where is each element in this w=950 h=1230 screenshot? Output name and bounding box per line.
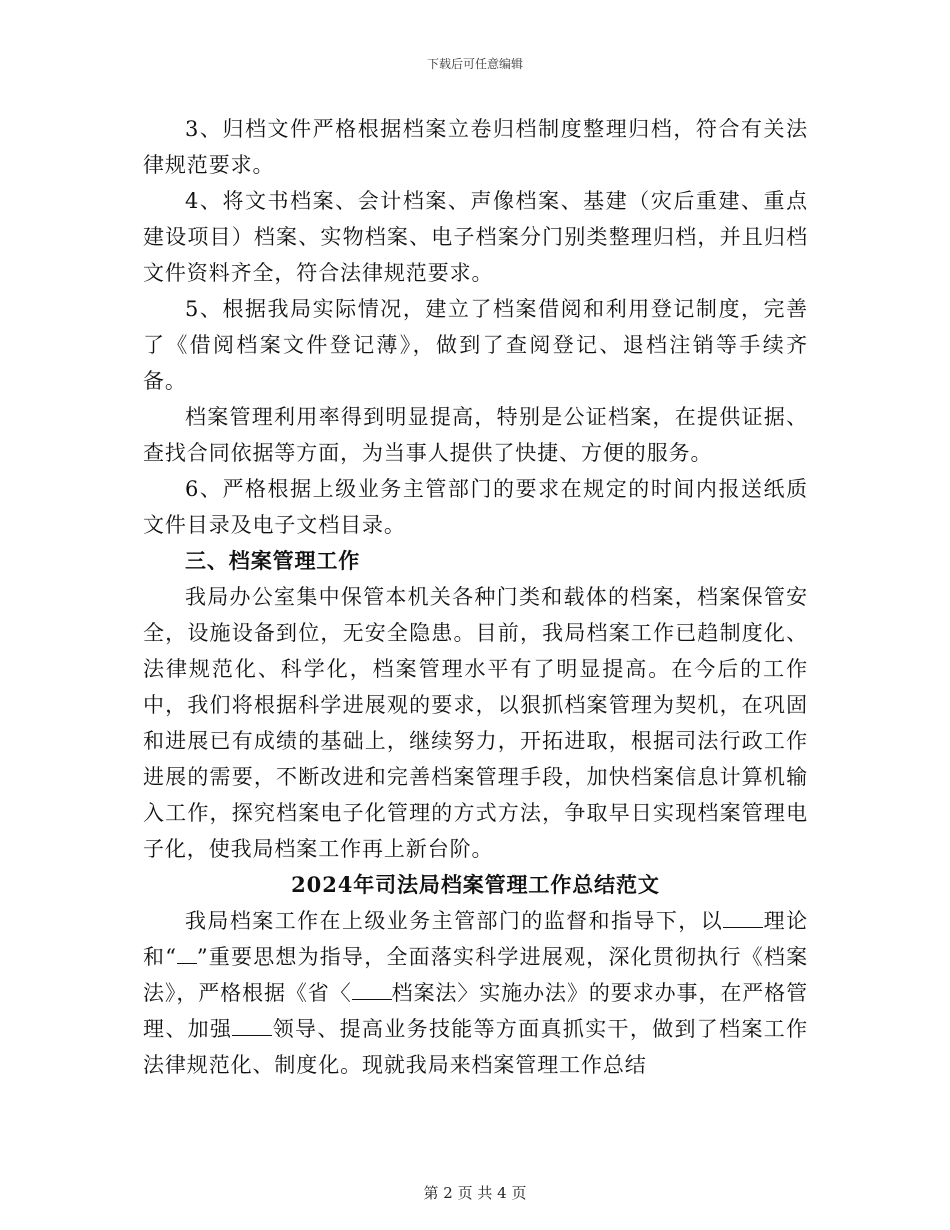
paragraph-usage: 档案管理利用率得到明显提高，特别是公证档案，在提供证据、查找合同依据等方面，为当事人提供了快捷、方便的服务。	[143, 405, 808, 465]
intro-text-2: 理论和“	[143, 909, 808, 969]
paragraph-item-5: 5、根据我局实际情况，建立了档案借阅和利用登记制度，完善了《借阅档案文件登记薄》，做到了查阅登记、退档注销等手续齐备。	[143, 297, 808, 393]
page-header: 下载后可任意编辑	[426, 57, 523, 71]
page-footer: 第 2 页 共 4 页	[423, 1184, 527, 1202]
intro-text-3: ”重要思想为指导，全面落实科学进展观，深化贯彻执行《档案法》，严格根据《省〈	[143, 945, 808, 1005]
blank-line	[352, 981, 392, 1000]
blank-line	[232, 1017, 272, 1036]
blank-line	[177, 945, 197, 964]
intro-text-4: 档案法〉实施办法》的要求办事，在严格管理、加强	[143, 981, 808, 1041]
blank-line	[723, 909, 763, 928]
section-heading: 三、档案管理工作	[185, 548, 361, 573]
paragraph-item-4: 4、将文书档案、会计档案、声像档案、基建（灾后重建、重点建设项目）档案、实物档案、电子档案分门别类整理归档，并且归档文件资料齐全，符合法律规范要求。	[143, 189, 808, 285]
document-body	[143, 111, 808, 1083]
intro-text-1: 我局档案工作在上级业务主管部门的监督和指导下，以	[185, 909, 724, 933]
paragraph-item-3: 3、归档文件严格根据档案立卷归档制度整理归档，符合有关法律规范要求。	[143, 117, 808, 177]
intro-text-5: 领导、提高业务技能等方面真抓实干，做到了档案工作法律规范化、制度化。现就我局来档案管理工作总结	[143, 1017, 808, 1077]
document-title: 2024年司法局档案管理工作总结范文	[291, 872, 660, 897]
paragraph-item-6: 6、严格根据上级业务主管部门的要求在规定的时间内报送纸质文件目录及电子文档目录。	[143, 477, 808, 537]
intro-paragraph	[143, 903, 808, 1083]
section-paragraph: 我局办公室集中保管本机关各种门类和载体的档案，档案保管安全，设施设备到位，无安全隐患。目前，我局档案工作已趋制度化、法律规范化、科学化，档案管理水平有了明显提高。在今后的工作中，我们将根据科学进展观的要求，以狠抓档案管理为契机，在巩固和进展已有成绩的基础上，继续努力，开拓进取，根据司法行政工作进展的需要，不断改进和完善档案管理手段，加快档案信息计算机输入工作，探究档案电子化管理的方式方法，争取早日实现档案管理电子化，使我局档案工作再上新台阶。	[143, 585, 808, 861]
